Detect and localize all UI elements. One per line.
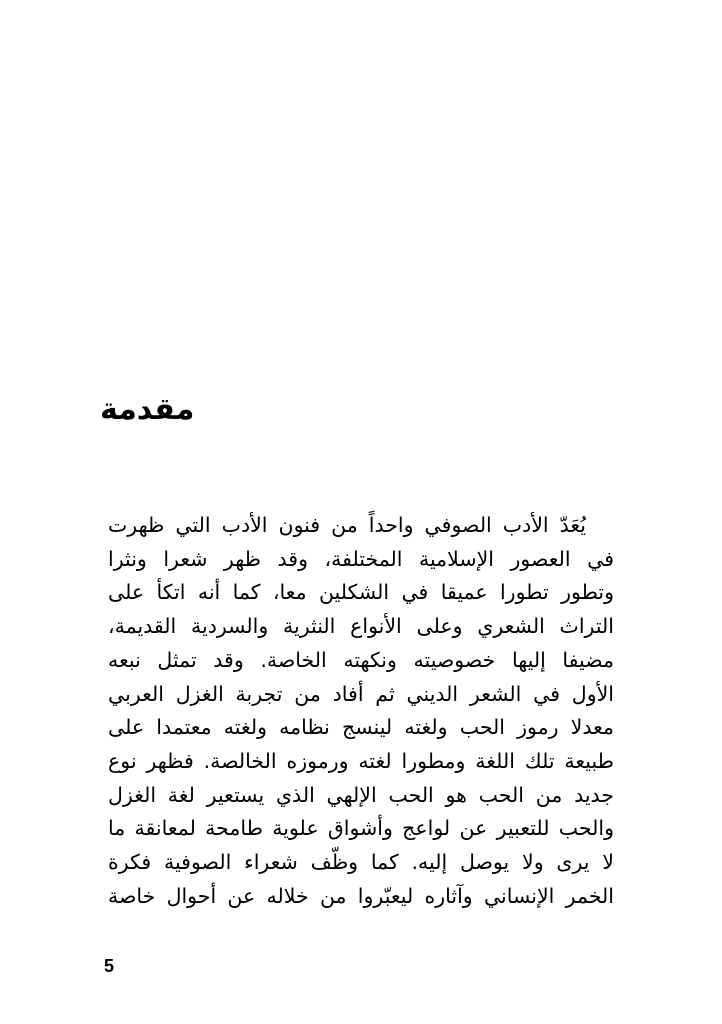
paragraph-line: جديد من الحب هو الحب الإلهي الذي يستعير لغة الغزل (108, 782, 614, 807)
body-paragraph (108, 509, 614, 913)
paragraph-line: معدلا رموز الحب ولغته لينسج نظامه ولغته معتمدا على (108, 715, 614, 740)
paragraph-line: لا يرى ولا يوصل إليه. كما وظّف شعراء الصوفية فكرة (108, 850, 614, 875)
paragraph-line: التراث الشعري وعلى الأنواع النثرية والسردية القديمة، (108, 614, 614, 639)
paragraph-line: مضيفا إليها خصوصيته ونكهته الخاصة. وقد تمثل نبعه (108, 647, 614, 672)
section-heading: مقدمة (100, 392, 195, 427)
paragraph-line: والحب للتعبير عن لواعج وأشواق علوية طامحة لمعانقة ما (108, 816, 614, 841)
page-number: 5 (104, 956, 115, 976)
paragraph-line: يُعَدّ الأدب الصوفي واحداً من فنون الأدب التي ظهرت (108, 513, 586, 537)
paragraph-line: في العصور الإسلامية المختلفة، وقد ظهر شعرا ونثرا (108, 546, 614, 571)
paragraph-line: الخمر الإنساني وآثاره ليعبّروا من خلاله عن أحوال خاصة (108, 883, 614, 908)
paragraph-line: الأول في الشعر الديني ثم أفاد من تجربة الغزل العربي (108, 681, 614, 706)
paragraph-line: طبيعة تلك اللغة ومطورا لغته ورموزه الخالصة. فظهر نوع (108, 748, 614, 773)
paragraph-line: وتطور تطورا عميقا في الشكلين معا، كما أنه اتكأ على (108, 580, 614, 605)
